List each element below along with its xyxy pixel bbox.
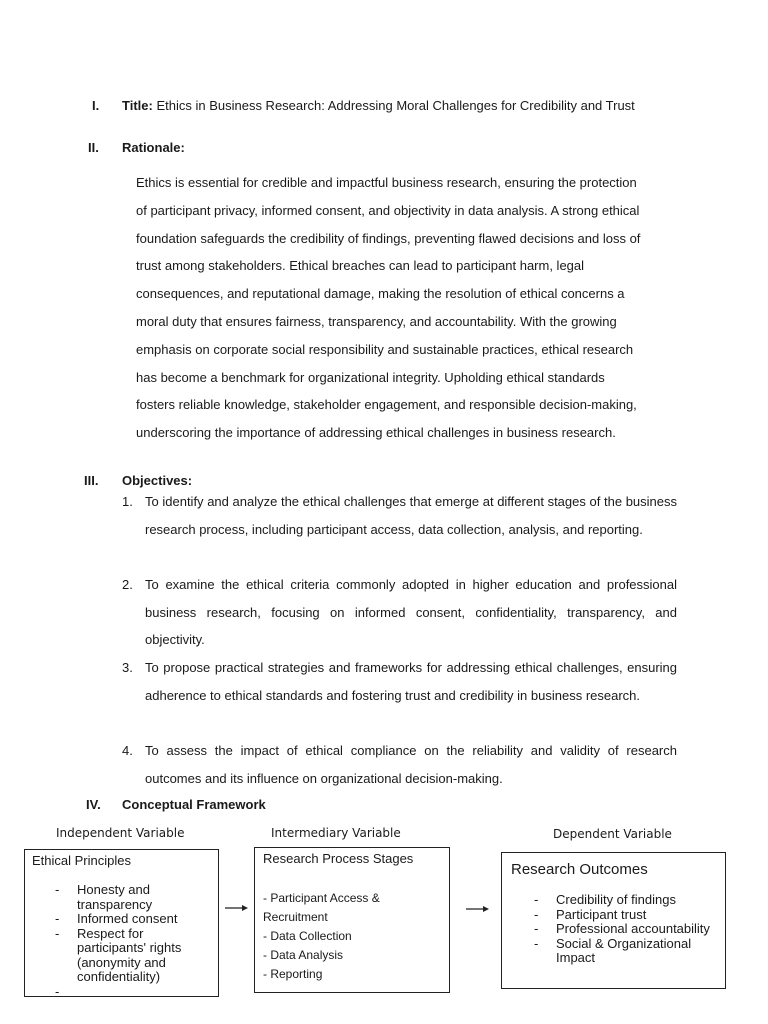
rationale-line: Ethics is essential for credible and impactful business research, ensuring the protection [136,175,637,190]
intermediary-variable-box [254,847,450,993]
rationale-line: emphasis on corporate social responsibility and sustainable practices, ethical research [136,341,634,357]
objective-text: To propose practical strategies and frameworks for addressing ethical challenges, ensuring adherence to ethical standards and fostering trust and credibility in business research. [145,660,677,703]
list-item: - Social & Organizational Impact [534,935,692,965]
rationale-line: consequences, and reputational damage, making the resolution of ethical concerns a [136,286,625,302]
title-line [122,98,635,113]
rationale-paragraph [136,169,676,447]
section-3-numeral: III. [84,473,99,488]
intermediary-box-title: Research Process Stages [263,851,414,866]
list-item: - Respect for participants' rights (anonymity and confidentiality) [55,925,182,984]
section-1-numeral: I. [92,98,100,113]
independent-variable-box [24,849,219,997]
objective-number: 2. [122,577,133,592]
objective-number: 1. [122,494,133,509]
independent-box-title: Ethical Principles [32,853,131,868]
dependent-variable-box [501,852,726,989]
arrow-right-icon [465,903,491,915]
rationale-line: moral duty that ensures fairness, transparency, and accountability. With the growing [136,313,617,329]
list-item: - Participant trust [534,906,647,922]
list-item: - Data Collection [263,929,352,943]
document-title: Ethics in Business Research: Addressing Moral Challenges for Credibility and Trust [156,98,635,113]
list-item: - Data Analysis [263,948,344,962]
dependent-variable-label: Dependent Variable [553,827,672,841]
rationale-line: fosters reliable knowledge, stakeholder engagement, and responsible decision-making, [136,397,637,413]
objectives-heading: Objectives: [122,473,193,488]
list-item: - Credibility of findings [534,892,676,907]
list-item: - Professional accountability [534,921,710,936]
list-item: - Participant Access & Recruitment [263,891,380,924]
objective-text: To identify and analyze the ethical challenges that emerge at different stages of the business research process, including participant access, data collection, analysis, and reporting. [145,494,677,537]
rationale-line: of participant privacy, informed consent, and objectivity in data analysis. A strong ethical [136,202,640,218]
rationale-heading: Rationale: [122,140,185,155]
objective-number: 4. [122,743,133,758]
ethical-principles-list [55,883,205,999]
intermediary-variable-label: Intermediary Variable [271,826,401,840]
rationale-line: trust among stakeholders. Ethical breaches can lead to participant harm, legal [136,258,585,274]
research-stages-list [263,889,413,984]
section-2-numeral: II. [88,140,99,155]
objective-text: To assess the impact of ethical compliance on the reliability and validity of research outcomes and its influence on organizational decision-making. [145,743,677,786]
list-item: - Honesty and transparency [55,882,153,912]
list-item: - Reporting [263,967,323,981]
objective-text: To examine the ethical criteria commonly adopted in higher education and professional business research, focusing on informed consent, confidentiality, transparency, and objectivity. [145,577,677,648]
rationale-line: has become a benchmark for organizational integrity. Upholding ethical standards [136,369,605,385]
section-4-numeral: IV. [86,797,101,812]
title-label: Title: [122,98,153,113]
independent-variable-label: Independent Variable [56,826,185,840]
objective-number: 3. [122,660,133,675]
dependent-box-title: Research Outcomes [511,861,648,878]
research-outcomes-list [534,893,714,966]
arrow-right-icon [224,902,250,914]
rationale-line: underscoring the importance of addressing ethical challenges in business research. [136,425,616,441]
framework-heading: Conceptual Framework [122,797,266,812]
rationale-line: foundation safeguards the credibility of findings, preventing flawed decisions and loss of [136,230,641,246]
list-item: - [55,983,60,999]
list-item: - Informed consent [55,911,178,926]
